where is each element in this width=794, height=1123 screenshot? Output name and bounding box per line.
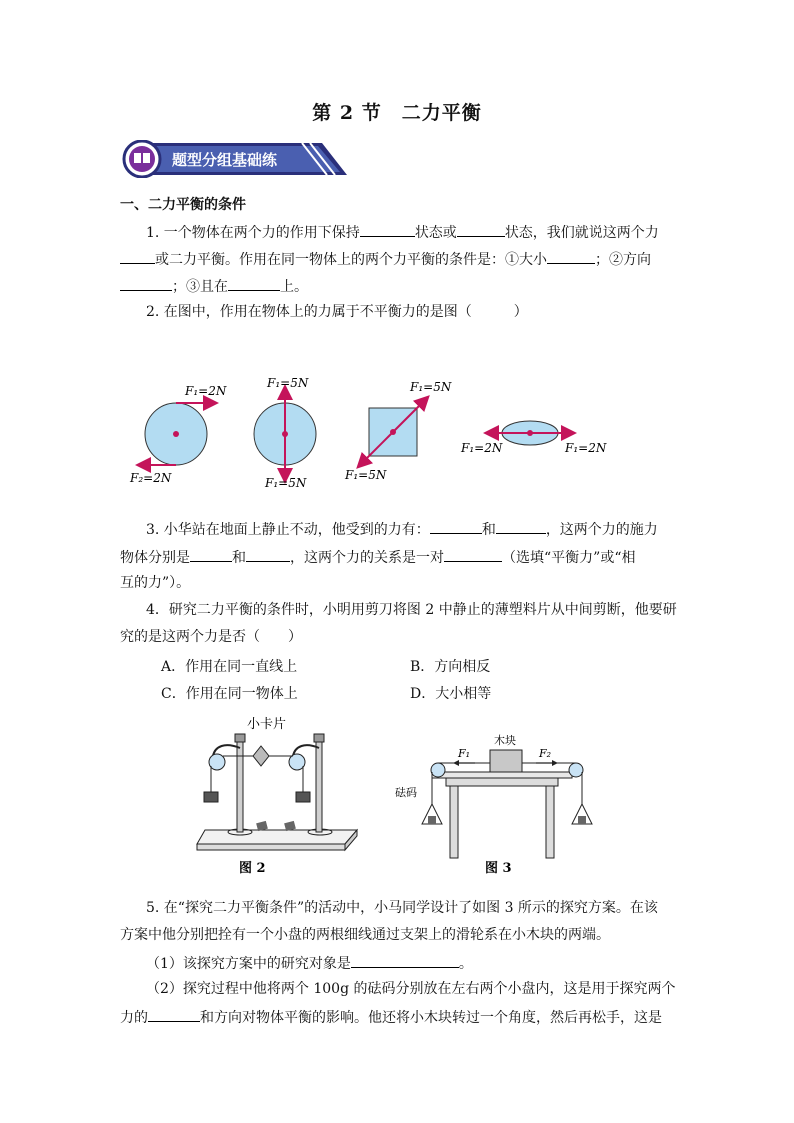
q1-line1: 1. 一个物体在两个力的作用下保持 状态或 状态，我们就说这两个力	[146, 222, 659, 242]
q4-line1: 4．研究二力平衡的条件时，小明用剪刀将图 2 中静止的薄塑料片从中间剪断，他要研	[146, 602, 677, 618]
force-diagrams	[125, 370, 625, 490]
q4-option-b: B．方向相反	[410, 659, 491, 675]
q1-line2: 或二力平衡。作用在同一物体上的两个力平衡的条件是：①大小 ；②方向	[120, 249, 651, 269]
label-a-bottom: F₂=2N	[130, 471, 172, 485]
figure-3-caption: 图 3	[485, 861, 512, 876]
diagram-c	[344, 380, 452, 482]
q4-option-c: C．作用在同一物体上	[161, 686, 298, 702]
q4-line2: 究的是这两个力是否（ ）	[120, 629, 302, 645]
label-b-top: F₁=5N	[267, 376, 309, 390]
q3-line1: 3. 小华站在地面上静止不动，他受到的力有： 和 ，这两个力的施力	[146, 519, 658, 539]
q5-line2: 方案中他分别把拴有一个小盘的两根细线通过支架上的滑轮系在小木块的两端。	[120, 927, 610, 943]
q3-line2: 物体分别是 和 ，这两个力的关系是一对 （选填“平衡力”或“相	[120, 547, 635, 567]
q2-text: 2. 在图中，作用在物体上的力属于不平衡力的是图（ ）	[146, 304, 528, 320]
label-d-left: F₁=2N	[461, 441, 503, 455]
figure-3-apparatus	[390, 732, 605, 880]
section-heading: 一、二力平衡的条件	[120, 197, 246, 213]
q4-option-d: D．大小相等	[410, 686, 492, 702]
diagram-d	[460, 421, 607, 455]
force-f2-label: F₂	[539, 747, 552, 760]
figure-2-caption: 图 2	[239, 861, 266, 876]
label-d-right: F₁=2N	[565, 441, 607, 455]
banner-label: 题型分组基础练	[172, 151, 278, 169]
q3-line3: 互的力”）。	[120, 575, 191, 591]
q5-line4: （2）探究过程中他将两个 100g 的砝码分别放在左右两个小盘内，这是用于探究两个	[146, 981, 676, 997]
diagram-a	[129, 384, 227, 485]
q5-line1: 5. 在“探究二力平衡条件”的活动中，小马同学设计了如图 3 所示的探究方案。在该	[146, 900, 658, 916]
page-title: 第 2 节 二力平衡	[312, 102, 482, 124]
q5-line5: 力的 和方向对物体平衡的影响。他还将小木块转过一个角度，然后再松手，这是	[120, 1007, 662, 1027]
label-a-top: F₁=2N	[185, 384, 227, 398]
label-c-top: F₁=5N	[410, 380, 452, 394]
label-b-bottom: F₁=5N	[265, 476, 307, 490]
q5-line3: （1）该探究方案中的研究对象是 。	[146, 953, 473, 973]
q4-option-a: A．作用在同一直线上	[161, 659, 298, 675]
figure-2-apparatus	[195, 712, 365, 877]
small-card-label: 小卡片	[247, 717, 287, 732]
diagram-b	[254, 376, 316, 490]
force-f1-label: F₁	[458, 747, 471, 760]
weight-label: 砝码	[395, 786, 417, 799]
q1-line3: ；③且在 上。	[120, 276, 308, 296]
block-label: 木块	[494, 734, 516, 747]
label-c-bottom: F₁=5N	[345, 468, 387, 482]
